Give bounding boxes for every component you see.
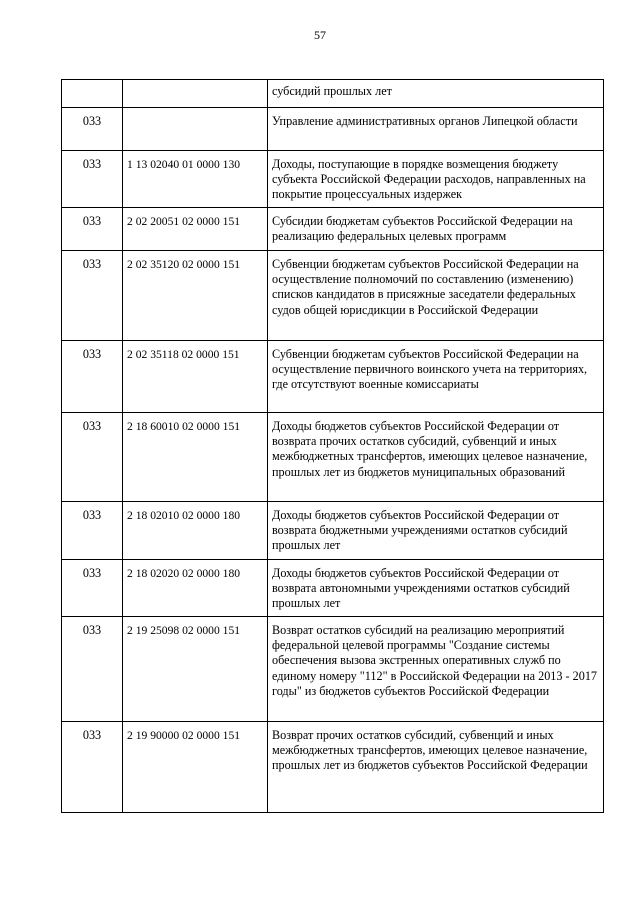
revenue-code-cell: 2 19 25098 02 0000 151: [123, 617, 268, 722]
table-row: [62, 617, 604, 722]
description-cell: субсидий прошлых лет: [268, 80, 604, 108]
admin-code-cell: 033: [62, 413, 123, 502]
description-cell: Субвенции бюджетам субъектов Российской Федерации на осуществление первичного воинского учета на территориях, где отсутствуют военные комиссариаты: [268, 341, 604, 413]
admin-code-cell: 033: [62, 617, 123, 722]
description-cell: Субсидии бюджетам субъектов Российской Федерации на реализацию федеральных целевых программ: [268, 208, 604, 251]
admin-code-cell: [62, 80, 123, 108]
revenue-codes-table: [61, 79, 604, 813]
table-row: [62, 560, 604, 617]
admin-code-cell: 033: [62, 502, 123, 560]
table-row: [62, 208, 604, 251]
revenue-code-cell: 2 02 35118 02 0000 151: [123, 341, 268, 413]
revenue-code-cell: 1 13 02040 01 0000 130: [123, 151, 268, 208]
admin-code-cell: 033: [62, 208, 123, 251]
description-cell: Возврат прочих остатков субсидий, субвенций и иных межбюджетных трансфертов, имеющих целевое назначение, прошлых лет из бюджетов субъектов Российской Федерации: [268, 722, 604, 813]
admin-code-cell: 033: [62, 560, 123, 617]
admin-code-cell: 033: [62, 251, 123, 341]
revenue-code-cell: [123, 80, 268, 108]
description-cell: Субвенции бюджетам субъектов Российской Федерации на осуществление полномочий по составлению (изменению) списков кандидатов в присяжные заседатели федеральных судов общей юрисдикции в Российской Федерации: [268, 251, 604, 341]
page-number: 57: [314, 28, 326, 42]
revenue-code-cell: 2 18 02010 02 0000 180: [123, 502, 268, 560]
description-cell: Возврат остатков субсидий на реализацию мероприятий федеральной целевой программы "Создание системы обеспечения вызова экстренных оперативных служб по единому номеру "112" в Российской Федерации на 2013 - 2017 годы" из бюджетов субъектов Российской Федерации: [268, 617, 604, 722]
description-cell: Доходы, поступающие в порядке возмещения бюджету субъекта Российской Федерации расходов, направленных на покрытие процессуальных издержек: [268, 151, 604, 208]
description-cell: Доходы бюджетов субъектов Российской Федерации от возврата прочих остатков субсидий, субвенций и иных межбюджетных трансфертов, имеющих целевое назначение, прошлых лет из бюджетов муниципальных образований: [268, 413, 604, 502]
table-row: [62, 251, 604, 341]
admin-code-cell: 033: [62, 341, 123, 413]
admin-code-cell: 033: [62, 722, 123, 813]
table-row: [62, 413, 604, 502]
table-row: [62, 108, 604, 151]
revenue-code-cell: [123, 108, 268, 151]
table-row: [62, 341, 604, 413]
revenue-code-cell: 2 18 02020 02 0000 180: [123, 560, 268, 617]
revenue-code-cell: 2 19 90000 02 0000 151: [123, 722, 268, 813]
description-cell: Управление административных органов Липецкой области: [268, 108, 604, 151]
description-cell: Доходы бюджетов субъектов Российской Федерации от возврата бюджетными учреждениями остатков субсидий прошлых лет: [268, 502, 604, 560]
admin-code-cell: 033: [62, 108, 123, 151]
revenue-code-cell: 2 18 60010 02 0000 151: [123, 413, 268, 502]
revenue-code-cell: 2 02 20051 02 0000 151: [123, 208, 268, 251]
table-row: [62, 502, 604, 560]
table-row: [62, 151, 604, 208]
revenue-code-cell: 2 02 35120 02 0000 151: [123, 251, 268, 341]
table-row: [62, 80, 604, 108]
description-cell: Доходы бюджетов субъектов Российской Федерации от возврата автономными учреждениями остатков субсидий прошлых лет: [268, 560, 604, 617]
table-row: [62, 722, 604, 813]
admin-code-cell: 033: [62, 151, 123, 208]
